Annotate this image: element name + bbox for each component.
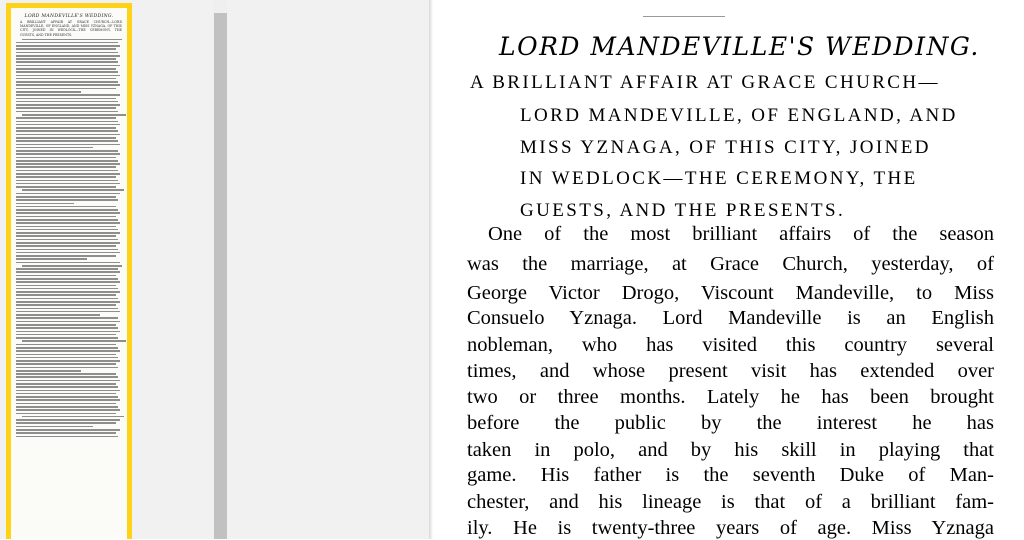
thumbnail-text-line: [16, 235, 116, 237]
thumbnail-text-line: [16, 170, 118, 172]
thumbnail-text-line: [16, 360, 120, 362]
body-text-line: game. His father is the seventh Duke of Man-: [467, 464, 994, 486]
thumbnail-text-line: [16, 347, 118, 349]
thumbnail-text-line: [16, 242, 120, 244]
subheading-line: A BRILLIANT AFFAIR AT GRACE CHURCH—: [470, 72, 940, 93]
thumbnail-text-line: [16, 285, 116, 287]
thumbnail-text-line: [16, 180, 118, 182]
thumbnail-text-line: [16, 380, 120, 382]
thumbnail-text-line: [16, 390, 120, 392]
body-text-line: chester, and his lineage is that of a brilliant fam-: [467, 491, 994, 513]
thumbnail-text-line: [16, 429, 120, 431]
thumbnail-text-line: [16, 65, 120, 67]
thumbnail-text-line: [16, 212, 120, 214]
thumbnail-text-line: [16, 94, 120, 96]
subheading-line: IN WEDLOCK—THE CEREMONY, THE: [520, 168, 918, 189]
thumbnail-text-line: [16, 268, 118, 270]
thumbnail-text-line: [16, 383, 116, 385]
subheading-line: MISS YZNAGA, OF THIS CITY, JOINED: [520, 137, 931, 158]
thumbnail-text-line: [16, 331, 120, 333]
thumbnail-text-line: [16, 98, 116, 100]
body-text-line: before the public by the interest he has: [467, 412, 994, 434]
thumbnail-text-line: [16, 406, 118, 408]
thumbnail-text-line: [16, 157, 116, 159]
thumbnail-text-line: [16, 84, 120, 86]
thumbnail-text-line: [16, 173, 120, 175]
thumbnail-text-line: [22, 416, 124, 418]
thumbnail-text-line: [16, 121, 118, 123]
thumbnail-text-line: [16, 61, 118, 63]
thumbnail-text-line: [16, 147, 93, 149]
thumbnail-title: LORD MANDEVILLE'S WEDDING.: [24, 14, 114, 19]
body-text-line: George Victor Drogo, Viscount Mandeville, to Miss: [467, 282, 994, 304]
thumbnail-text-line: [16, 436, 118, 438]
body-text-line: Consuelo Yznaga. Lord Mandeville is an English: [467, 307, 994, 329]
thumbnail-text-line: [16, 193, 120, 195]
thumbnail-text-line: [16, 58, 116, 60]
thumbnail-text-line: [16, 255, 116, 257]
thumbnail-text-line: [16, 258, 87, 260]
thumbnail-text-line: [16, 249, 118, 251]
thumbnail-text-line: [16, 107, 116, 109]
thumbnail-text-line: [16, 104, 120, 106]
thumbnail-text-line: [16, 317, 118, 319]
thumbnail-text-line: [16, 301, 120, 303]
thumbnail-text-line: [16, 419, 120, 421]
thumbnail-text-line: [16, 337, 118, 339]
thumbnail-text-line: [16, 68, 116, 70]
thumbnail-text-line: [16, 409, 120, 411]
thumbnail-text-line: [16, 403, 116, 405]
page-thumbnail[interactable]: [11, 8, 127, 539]
thumbnail-text-line: [22, 189, 124, 191]
thumbnail-text-line: [16, 91, 81, 93]
thumbnail-text-line: [16, 376, 118, 378]
thumbnail-text-line: [16, 399, 120, 401]
thumbnail-text-line: [16, 252, 120, 254]
thumbnail-text-line: [16, 354, 116, 356]
thumbnail-text-line: [16, 344, 116, 346]
thumbnail-text-line: [16, 288, 118, 290]
thumbnail-text-line: [16, 422, 116, 424]
thumbnail-text-line: [16, 226, 116, 228]
thumbnail-text-line: [16, 291, 120, 293]
thumbnail-text-line: [16, 396, 118, 398]
thumbnail-text-line: [16, 153, 120, 155]
thumbnail-body-text: [11, 39, 127, 438]
thumbnail-text-line: [16, 75, 120, 77]
thumbnail-text-line: [16, 367, 118, 369]
thumbnail-text-line: [16, 81, 118, 83]
thumbnail-text-line: [16, 413, 116, 415]
thumbnail-text-line: [16, 216, 116, 218]
thumbnail-text-line: [16, 219, 118, 221]
thumbnail-text-line: [16, 275, 116, 277]
thumbnail-text-line: [16, 370, 81, 372]
thumbnail-text-line: [16, 203, 74, 205]
thumbnail-text-line: [22, 340, 126, 342]
thumbnail-text-line: [16, 88, 116, 90]
thumbnail-text-line: [16, 130, 118, 132]
body-text-line: ily. He is twenty-three years of age. Miss Yznaga: [467, 517, 994, 539]
thumbnail-text-line: [16, 144, 120, 146]
thumbnail-text-line: [16, 71, 118, 73]
thumbnail-text-line: [16, 176, 116, 178]
thumbnail-text-line: [16, 298, 118, 300]
thumbnail-text-line: [16, 111, 118, 113]
thumbnail-text-line: [16, 45, 120, 47]
thumbnail-text-line: [16, 373, 116, 375]
thumbnail-text-line: [16, 262, 120, 264]
thumbnail-text-line: [16, 196, 116, 198]
thumbnail-text-line: [16, 327, 118, 329]
body-text-line: nobleman, who has visited this country several: [467, 334, 994, 356]
thumbnail-text-line: [16, 271, 120, 273]
thumbnail-text-line: [16, 308, 118, 310]
thumbnail-text-line: [16, 78, 116, 80]
thumbnail-text-line: [16, 199, 118, 201]
subheading-line: LORD MANDEVILLE, OF ENGLAND, AND: [520, 105, 958, 126]
article-title: LORD MANDEVILLE'S WEDDING.: [499, 32, 980, 61]
thumbnail-text-line: [16, 160, 118, 162]
thumbnail-text-line: [16, 357, 118, 359]
thumbnail-text-line: [16, 137, 116, 139]
body-text-line: taken in polo, and by his skill in playing that: [467, 439, 994, 461]
thumbnail-text-line: [16, 166, 116, 168]
thumbnail-text-line: [16, 150, 118, 152]
thumbnail-text-line: [22, 39, 122, 41]
thumbnail-scrollbar-thumb[interactable]: [214, 13, 227, 539]
thumbnail-text-line: [16, 314, 100, 316]
thumbnail-text-line: [16, 245, 116, 247]
subheading-line: GUESTS, AND THE PRESENTS.: [520, 200, 846, 221]
thumbnail-text-line: [16, 386, 118, 388]
thumbnail-text-line: [16, 363, 116, 365]
thumbnail-text-line: [16, 393, 116, 395]
thumbnail-text-line: [16, 101, 118, 103]
thumbnail-text-line: [16, 206, 116, 208]
thumbnail-text-line: [16, 117, 116, 119]
body-text-line: One of the most brilliant affairs of the season: [488, 223, 994, 245]
thumbnail-text-line: [16, 432, 116, 434]
thumbnail-text-line: [16, 127, 116, 129]
thumbnail-text-line: [16, 48, 116, 50]
column-top-rule: [643, 16, 725, 17]
thumbnail-text-line: [16, 334, 116, 336]
thumbnail-text-line: [16, 294, 116, 296]
thumbnail-text-line: [22, 265, 122, 267]
thumbnail-text-line: [16, 55, 120, 57]
thumbnail-text-line: [16, 232, 120, 234]
body-text-line: was the marriage, at Grace Church, yesterday, of: [467, 253, 994, 275]
thumbnail-text-line: [16, 186, 116, 188]
thumbnail-text-line: [16, 163, 120, 165]
thumbnail-text-line: [16, 183, 120, 185]
thumbnail-text-line: [16, 426, 93, 428]
thumbnail-text-line: [16, 209, 118, 211]
thumbnail-text-line: [16, 350, 120, 352]
body-text-line: two or three months. Lately he has been brought: [467, 386, 994, 408]
thumbnail-text-line: [16, 229, 118, 231]
thumbnail-text-line: [16, 222, 120, 224]
thumbnail-text-line: [16, 278, 118, 280]
thumbnail-text-line: [16, 321, 120, 323]
viewer-gutter: [228, 0, 431, 539]
thumbnail-text-line: [16, 239, 118, 241]
thumbnail-text-line: [16, 281, 120, 283]
thumbnail-text-line: [16, 134, 120, 136]
thumbnail-text-line: [16, 42, 118, 44]
thumbnail-text-line: [22, 114, 126, 116]
thumbnail-text-line: [16, 304, 116, 306]
page-thumbnail-selected[interactable]: [6, 3, 132, 539]
thumbnail-text-line: [16, 311, 120, 313]
thumbnail-text-line: [16, 124, 120, 126]
body-text-line: times, and whose present visit has extended over: [467, 360, 994, 382]
thumbnail-text-line: [16, 324, 116, 326]
thumbnail-text-line: [16, 52, 118, 54]
thumbnail-text-line: [16, 140, 118, 142]
thumbnail-headline: A BRILLIANT AFFAIR AT GRACE CHURCH—LORD MANDEVILLE, OF ENGLAND, AND MISS YZNAGA, OF THIS CITY, JOINED IN WEDLOCK—THE CEREMONY, THE GUESTS, AND THE PRESENTS.: [20, 20, 122, 37]
